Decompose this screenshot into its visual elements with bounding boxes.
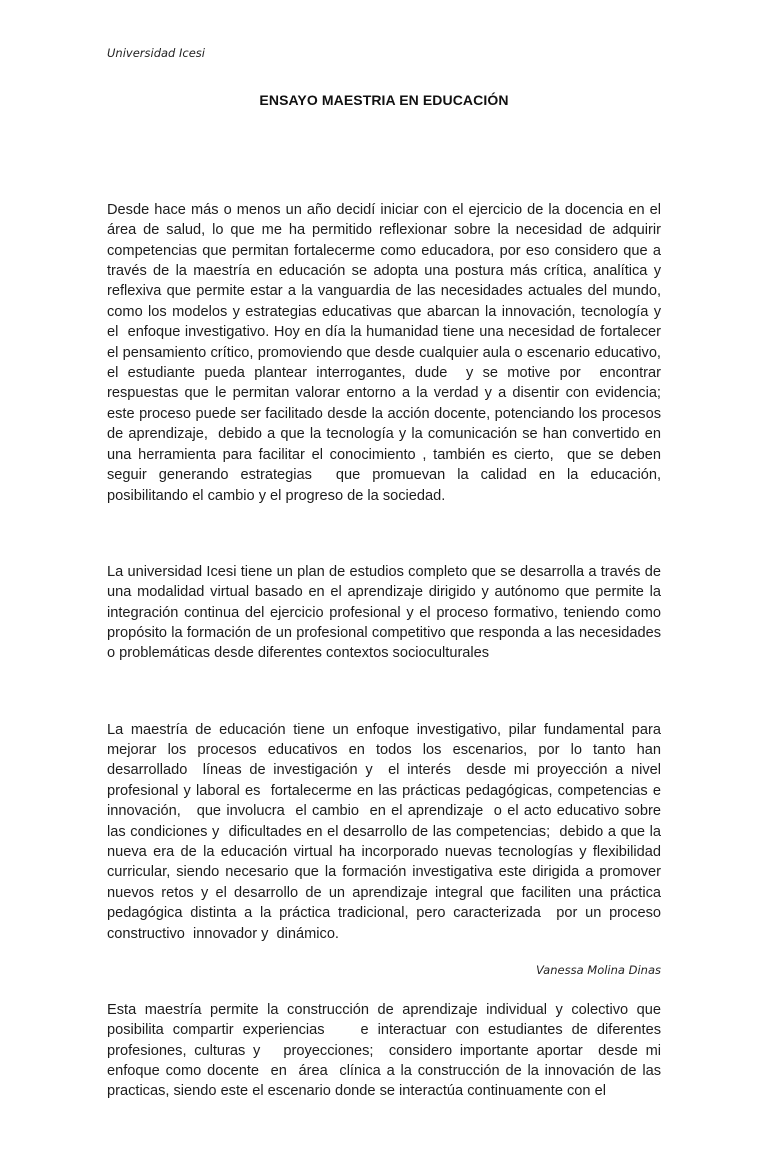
footer-author: Vanessa Molina Dinas bbox=[536, 963, 661, 977]
document-title: ENSAYO MAESTRIA EN EDUCACIÓN bbox=[259, 92, 509, 108]
paragraph-4: Esta maestría permite la construcción de aprendizaje individual y colectivo que posibilita compartir experiencias e interactuar con estudiantes de diferentes profesiones, culturas y proyecciones; considero importante aportar desde mi enfoque como docente en área clínica a la construcción de la innovación de las practicas, siendo este el escenario donde se interactúa continuamente con el bbox=[107, 1001, 666, 1100]
header-institution: Universidad Icesi bbox=[107, 46, 205, 60]
paragraph-3: La maestría de educación tiene un enfoque investigativo, pilar fundamental para mejorar los procesos educativos en todos los escenarios, por lo tanto han desarrollado líneas de investigación y el interés desde mi proyección a nivel profesional y laboral es fortalecerme en las prácticas pedagógicas, competencias e innovación, que involucra el cambio en el aprendizaje o el acto educativo sobre las condiciones y dificultades en el desarrollo de las competencias; debido a que la nueva era de la educación virtual ha incorporado nuevas tecnologías y flexibilidad curricular, siendo necesario que la formación investigativa este dirigida a promover nuevos retos y el desarrollo de un aprendizaje integral que faciliten una práctica pedagógica distinta a la práctica tradicional, pero caracterizada por un proceso constructivo innovador y dinámico. bbox=[107, 721, 670, 942]
paragraph-2: La universidad Icesi tiene un plan de estudios completo que se desarrolla a través de una modalidad virtual basado en el aprendizaje dirigido y autónomo que permite la integración continua del ejercicio profesional y el proceso formativo, teniendo como propósito la formación de un profesional competitivo que responda a las necesidades o problemáticas desde diferentes contextos socioculturales bbox=[107, 563, 666, 662]
document-body bbox=[107, 159, 670, 1158]
paragraph-1: Desde hace más o menos un año decidí iniciar con el ejercicio de la docencia en el área de salud, lo que me ha permitido reflexionar sobre la necesidad de adquirir competencias que permitan fortalecerme como educadora, por eso considero que a través de la maestría en educación se adopta una postura más crítica, analítica y reflexiva que permite estar a la vanguardia de las necesidades actuales del mundo, como los modelos y estrategias educativas que abarcan la innovación, tecnología y el enfoque investigativo. Hoy en día la humanidad tiene una necesidad de fortalecer el pensamiento crítico, promoviendo que desde cualquier aula o escenario educativo, el estudiante pueda plantear interrogantes, dude y se motive por encontrar respuestas que le permitan valorar entorno a la verdad y a disentir con evidencia; este proceso puede ser facilitado desde la acción docente, potenciando los procesos de aprendizaje, debido a que la tecnología y la comunicación se han convertido en una herramienta para facilitar el conocimiento , también es cierto, que se deben seguir generando estrategias que promuevan la calidad en la educación, posibilitando el cambio y el progreso de la sociedad. bbox=[107, 201, 670, 504]
